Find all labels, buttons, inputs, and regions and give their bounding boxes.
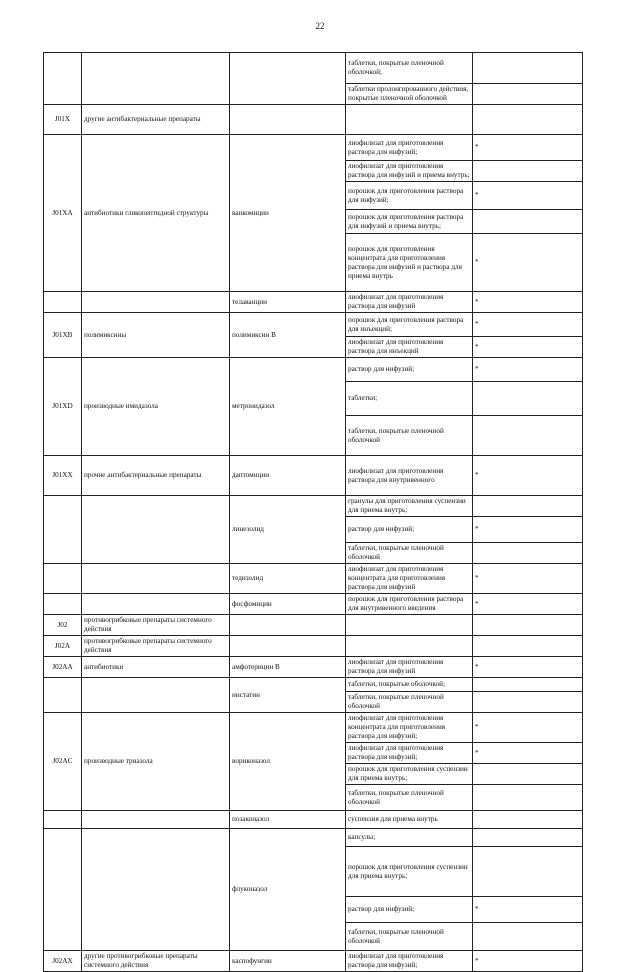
atc-code-cell	[44, 496, 82, 564]
asterisk-mark-cell: *	[473, 743, 583, 764]
drug-name-cell: фосфомицин	[230, 594, 346, 615]
asterisk-mark-cell	[473, 84, 583, 105]
atc-group-cell	[82, 564, 230, 594]
asterisk-mark-cell	[473, 416, 583, 456]
table-row	[44, 53, 583, 84]
dosage-form-cell: лиофилизат для приготовления раствора для инфузий	[346, 292, 473, 313]
asterisk-mark-cell	[473, 829, 583, 847]
asterisk-mark-cell: *	[473, 517, 583, 543]
atc-group-cell: антибиотики гликопептидной структуры	[82, 135, 230, 292]
atc-group-cell: противогрибковые препараты системного действия	[82, 636, 230, 657]
dosage-form-cell: порошок для приготовления концентрата для приготовления раствора для инфузий и раствора для приема внутрь	[346, 234, 473, 292]
dosage-form-cell: порошок для приготовления суспензии для приема внутрь;	[346, 764, 473, 785]
dosage-form-cell	[346, 105, 473, 135]
asterisk-mark-cell	[473, 692, 583, 713]
atc-code-cell: J02AX	[44, 951, 82, 972]
table-row	[44, 678, 583, 692]
drug-name-cell	[230, 105, 346, 135]
atc-code-cell	[44, 678, 82, 713]
dosage-form-cell	[346, 636, 473, 657]
asterisk-mark-cell	[473, 811, 583, 829]
asterisk-mark-cell	[473, 785, 583, 811]
asterisk-mark-cell: *	[473, 594, 583, 615]
dosage-form-cell: лиофилизат для приготовления раствора для инфузий и приема внутрь;	[346, 161, 473, 182]
dosage-form-cell: таблетки, покрытые оболочкой;	[346, 678, 473, 692]
drug-name-cell: вориконазол	[230, 713, 346, 811]
asterisk-mark-cell	[473, 847, 583, 897]
drug-name-cell: полимиксин В	[230, 313, 346, 358]
dosage-form-cell: суспензия для приема внутрь	[346, 811, 473, 829]
asterisk-mark-cell	[473, 923, 583, 951]
atc-group-cell	[82, 53, 230, 105]
atc-code-cell: J01XA	[44, 135, 82, 292]
atc-group-cell: противогрибковые препараты системного действия	[82, 615, 230, 636]
atc-code-cell	[44, 292, 82, 313]
table-row	[44, 313, 583, 337]
drug-name-cell: флуконазол	[230, 829, 346, 951]
asterisk-mark-cell: *	[473, 564, 583, 594]
dosage-form-cell: порошок для приготовления раствора для инъекций;	[346, 313, 473, 337]
asterisk-mark-cell	[473, 636, 583, 657]
asterisk-mark-cell	[473, 53, 583, 84]
dosage-form-cell: таблетки, покрытые пленочной оболочкой	[346, 416, 473, 456]
dosage-form-cell: таблетки, покрытые пленочной оболочкой	[346, 923, 473, 951]
dosage-form-cell: порошок для приготовления суспензии для приема внутрь;	[346, 847, 473, 897]
atc-code-cell: J01XX	[44, 456, 82, 496]
atc-group-cell: другие антибактериальные препараты	[82, 105, 230, 135]
drug-name-cell: даптомицин	[230, 456, 346, 496]
dosage-form-cell: порошок для приготовления раствора для инфузий и приема внутрь;	[346, 210, 473, 234]
drug-name-cell: позаконазол	[230, 811, 346, 829]
dosage-form-cell: порошок для приготовления раствора для внутривенного введения	[346, 594, 473, 615]
atc-code-cell: J01XB	[44, 313, 82, 358]
asterisk-mark-cell	[473, 543, 583, 564]
atc-code-cell	[44, 564, 82, 594]
medication-table	[43, 52, 583, 972]
dosage-form-cell: лиофилизат для приготовления раствора для инфузий	[346, 657, 473, 678]
dosage-form-cell: гранулы для приготовления суспензии для приема внутрь;	[346, 496, 473, 517]
atc-group-cell	[82, 292, 230, 313]
atc-code-cell: J02AC	[44, 713, 82, 811]
table-row	[44, 713, 583, 743]
drug-name-cell: ванкомицин	[230, 135, 346, 292]
asterisk-mark-cell: *	[473, 182, 583, 210]
asterisk-mark-cell: *	[473, 135, 583, 161]
asterisk-mark-cell: *	[473, 456, 583, 496]
atc-code-cell: J01X	[44, 105, 82, 135]
table-row	[44, 829, 583, 847]
drug-name-cell	[230, 615, 346, 636]
asterisk-mark-cell	[473, 615, 583, 636]
dosage-form-cell: раствор для инфузий;	[346, 517, 473, 543]
table-row	[44, 292, 583, 313]
atc-code-cell	[44, 594, 82, 615]
drug-name-cell: амфотерицин В	[230, 657, 346, 678]
drug-name-cell: тедизолид	[230, 564, 346, 594]
dosage-form-cell: капсулы;	[346, 829, 473, 847]
dosage-form-cell: лиофилизат для приготовления концентрата для приготовления раствора для инфузий	[346, 564, 473, 594]
asterisk-mark-cell	[473, 678, 583, 692]
atc-group-cell	[82, 594, 230, 615]
dosage-form-cell: раствор для инфузий;	[346, 358, 473, 382]
asterisk-mark-cell	[473, 105, 583, 135]
atc-code-cell	[44, 829, 82, 951]
table-row	[44, 358, 583, 382]
dosage-form-cell: лиофилизат для приготовления раствора для инфузий;	[346, 743, 473, 764]
table-row	[44, 811, 583, 829]
drug-name-cell: телаванцин	[230, 292, 346, 313]
atc-group-cell: полимиксины	[82, 313, 230, 358]
asterisk-mark-cell	[473, 764, 583, 785]
atc-group-cell	[82, 496, 230, 564]
asterisk-mark-cell: *	[473, 337, 583, 358]
table-row	[44, 135, 583, 161]
atc-group-cell	[82, 829, 230, 951]
atc-group-cell: производные триазола	[82, 713, 230, 811]
dosage-form-cell: таблетки пролонгированного действия, покрытые пленочной оболочкой	[346, 84, 473, 105]
asterisk-mark-cell: *	[473, 292, 583, 313]
dosage-form-cell	[346, 615, 473, 636]
atc-code-cell	[44, 53, 82, 105]
asterisk-mark-cell	[473, 382, 583, 416]
asterisk-mark-cell: *	[473, 313, 583, 337]
dosage-form-cell: раствор для инфузий;	[346, 897, 473, 923]
dosage-form-cell: таблетки;	[346, 382, 473, 416]
table-row	[44, 105, 583, 135]
atc-group-cell: другие противогрибковые препараты системного действия	[82, 951, 230, 972]
asterisk-mark-cell	[473, 496, 583, 517]
atc-code-cell	[44, 811, 82, 829]
drug-name-cell: каспофунгин	[230, 951, 346, 972]
dosage-form-cell: лиофилизат для приготовления раствора для инъекций	[346, 337, 473, 358]
table-row	[44, 636, 583, 657]
atc-group-cell	[82, 678, 230, 713]
dosage-form-cell: таблетки, покрытые пленочной оболочкой	[346, 692, 473, 713]
table-row	[44, 657, 583, 678]
drug-name-cell: метронидазол	[230, 358, 346, 456]
dosage-form-cell: лиофилизат для приготовления раствора для инфузий;	[346, 951, 473, 972]
asterisk-mark-cell: *	[473, 358, 583, 382]
asterisk-mark-cell: *	[473, 657, 583, 678]
atc-code-cell: J01XD	[44, 358, 82, 456]
atc-code-cell: J02	[44, 615, 82, 636]
dosage-form-cell: лиофилизат для приготовления концентрата для приготовления раствора для инфузий;	[346, 713, 473, 743]
table-row	[44, 496, 583, 517]
asterisk-mark-cell	[473, 161, 583, 182]
atc-group-cell: прочие антибактериальные препараты	[82, 456, 230, 496]
atc-code-cell: J02A	[44, 636, 82, 657]
asterisk-mark-cell: *	[473, 897, 583, 923]
asterisk-mark-cell	[473, 210, 583, 234]
drug-name-cell	[230, 53, 346, 105]
page-number: 22	[315, 21, 325, 31]
dosage-form-cell: лиофилизат для приготовления раствора для инфузий;	[346, 135, 473, 161]
table-row	[44, 951, 583, 972]
asterisk-mark-cell: *	[473, 234, 583, 292]
drug-name-cell: нистатин	[230, 678, 346, 713]
dosage-form-cell: таблетки, покрытые пленочной оболочкой	[346, 785, 473, 811]
asterisk-mark-cell: *	[473, 951, 583, 972]
dosage-form-cell: порошок для приготовления раствора для инфузий;	[346, 182, 473, 210]
dosage-form-cell: лиофилизат для приготовления раствора для внутривенного	[346, 456, 473, 496]
atc-group-cell	[82, 811, 230, 829]
table-row	[44, 594, 583, 615]
table-row	[44, 564, 583, 594]
table-row	[44, 615, 583, 636]
atc-group-cell: антибиотики	[82, 657, 230, 678]
drug-name-cell: линезолид	[230, 496, 346, 564]
dosage-form-cell: таблетки, покрытые пленочной оболочкой;	[346, 53, 473, 84]
atc-group-cell: производные имидазола	[82, 358, 230, 456]
dosage-form-cell: таблетки, покрытые пленочной оболочкой	[346, 543, 473, 564]
asterisk-mark-cell: *	[473, 713, 583, 743]
drug-name-cell	[230, 636, 346, 657]
table-row	[44, 456, 583, 496]
atc-code-cell: J02AA	[44, 657, 82, 678]
